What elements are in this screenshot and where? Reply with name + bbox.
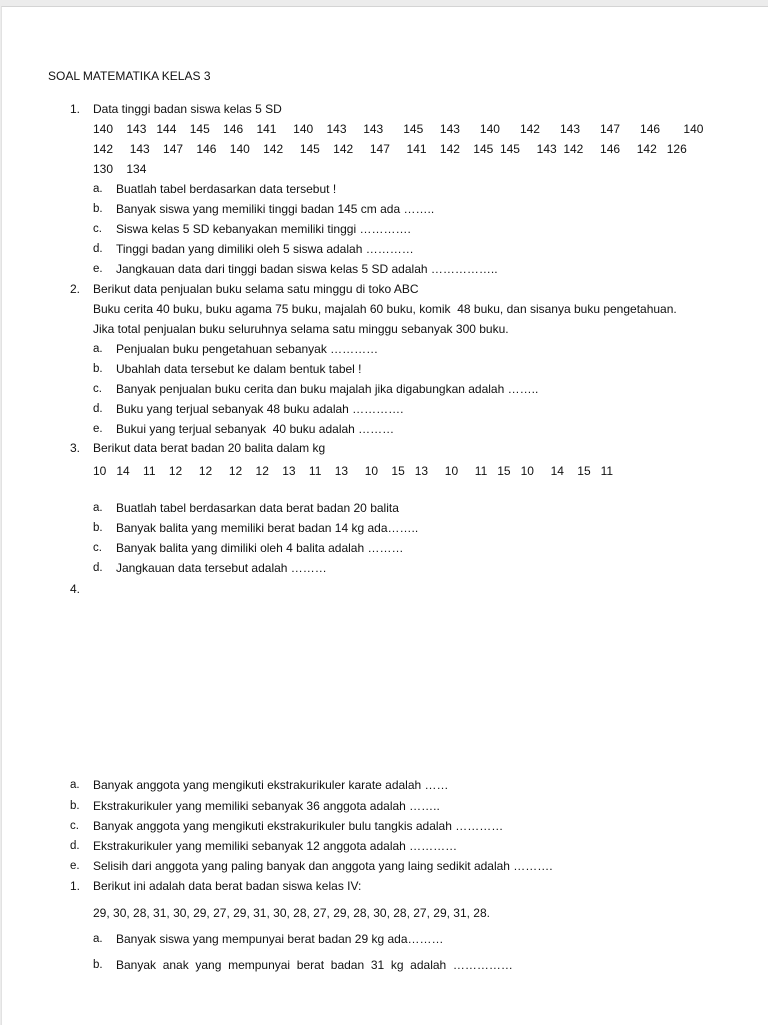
question-3-number: 3. — [70, 441, 81, 455]
list-item: Banyak siswa yang memiliki tinggi badan 145 cm ada …….. — [116, 202, 435, 216]
list-item-letter: d. — [93, 403, 103, 415]
question-4-number: 4. — [70, 582, 81, 596]
list-item-letter: a. — [93, 343, 103, 355]
question-5-data-line: 29, 30, 28, 31, 30, 29, 27, 29, 31, 30, 28, 27, 29, 28, 30, 28, 27, 29, 31, 28. — [93, 906, 490, 920]
list-item: Siswa kelas 5 SD kebanyakan memiliki tinggi …………. — [116, 222, 411, 236]
list-item-letter: c. — [70, 820, 79, 832]
list-item: Ekstrakurikuler yang memiliki sebanyak 36 anggota adalah …….. — [93, 799, 440, 813]
question-5-text: Berikut ini adalah data berat badan siswa kelas IV: — [93, 879, 362, 893]
list-item: Tinggi badan yang dimiliki oleh 5 siswa adalah ………… — [116, 242, 414, 256]
list-item: Banyak balita yang dimiliki oleh 4 balita adalah ……… — [116, 541, 404, 555]
list-item: Buku yang terjual sebanyak 48 buku adalah …………. — [116, 402, 404, 416]
question-2-description: Jika total penjualan buku seluruhnya selama satu minggu sebanyak 300 buku. — [93, 322, 509, 336]
question-3-data-line: 10 14 11 12 12 12 12 13 11 13 10 15 13 10 11 15 10 14 15 11 — [93, 464, 614, 478]
list-item: Banyak penjualan buku cerita dan buku majalah jika digabungkan adalah …….. — [116, 382, 539, 396]
list-item: Penjualan buku pengetahuan sebanyak ………… — [116, 342, 379, 356]
list-item-letter: a. — [93, 183, 103, 195]
list-item: Selisih dari anggota yang paling banyak dan anggota yang laing sedikit adalah ………. — [93, 859, 553, 873]
list-item-letter: a. — [93, 933, 103, 945]
page-title: SOAL MATEMATIKA KELAS 3 — [48, 69, 211, 83]
list-item: Banyak siswa yang mempunyai berat badan 29 kg ada……… — [116, 932, 444, 946]
list-item-letter: b. — [93, 363, 103, 375]
list-item-letter: b. — [70, 800, 80, 812]
list-item: Jangkauan data dari tinggi badan siswa kelas 5 SD adalah …………….. — [116, 262, 498, 276]
list-item-letter: c. — [93, 383, 102, 395]
list-item-letter: d. — [93, 243, 103, 255]
list-item-letter: a. — [93, 502, 103, 514]
question-1-data-line: 130 134 — [93, 162, 147, 176]
question-2-text: Berikut data penjualan buku selama satu minggu di toko ABC — [93, 282, 419, 296]
list-item-letter: c. — [93, 542, 102, 554]
list-item-letter: b. — [93, 522, 103, 534]
question-5-number: 1. — [70, 879, 81, 893]
list-item-letter: e. — [70, 860, 80, 872]
list-item: Banyak anggota yang mengikuti ekstrakurikuler bulu tangkis adalah ………… — [93, 819, 504, 833]
list-item-letter: d. — [93, 562, 103, 574]
question-1-number: 1. — [70, 102, 81, 116]
list-item-letter: b. — [93, 203, 103, 215]
question-1-text: Data tinggi badan siswa kelas 5 SD — [93, 102, 282, 116]
list-item-letter: c. — [93, 223, 102, 235]
list-item: Ekstrakurikuler yang memiliki sebanyak 12 anggota adalah ………… — [93, 839, 458, 853]
list-item: Buatlah tabel berdasarkan data berat badan 20 balita — [116, 501, 399, 515]
list-item: Ubahlah data tersebut ke dalam bentuk tabel ! — [116, 362, 362, 376]
list-item: Banyak anggota yang mengikuti ekstrakurikuler karate adalah …… — [93, 778, 449, 792]
list-item-letter: a. — [70, 779, 80, 791]
list-item: Banyak balita yang memiliki berat badan 14 kg ada…….. — [116, 521, 419, 535]
question-2-description: Buku cerita 40 buku, buku agama 75 buku, majalah 60 buku, komik 48 buku, dan sisanya buku pengetahuan. — [93, 302, 677, 316]
list-item: Bukui yang terjual sebanyak 40 buku adalah ……… — [116, 422, 395, 436]
question-1-data-line: 140 143 144 145 146 141 140 143 143 145 143 140 142 143 147 146 140 — [93, 122, 704, 136]
document-page — [1, 6, 768, 1025]
question-1-data-line: 142 143 147 146 140 142 145 142 147 141 142 145 145 143 142 146 142 126 — [93, 142, 687, 156]
list-item: Jangkauan data tersebut adalah ……… — [116, 561, 327, 575]
question-3-text: Berikut data berat badan 20 balita dalam kg — [93, 441, 326, 455]
list-item: Buatlah tabel berdasarkan data tersebut ! — [116, 182, 337, 196]
list-item-letter: d. — [70, 840, 80, 852]
list-item: Banyak anak yang mempunyai berat badan 31 kg adalah …………… — [116, 958, 513, 972]
list-item-letter: e. — [93, 263, 103, 275]
list-item-letter: e. — [93, 423, 103, 435]
list-item-letter: b. — [93, 959, 103, 971]
question-2-number: 2. — [70, 282, 81, 296]
